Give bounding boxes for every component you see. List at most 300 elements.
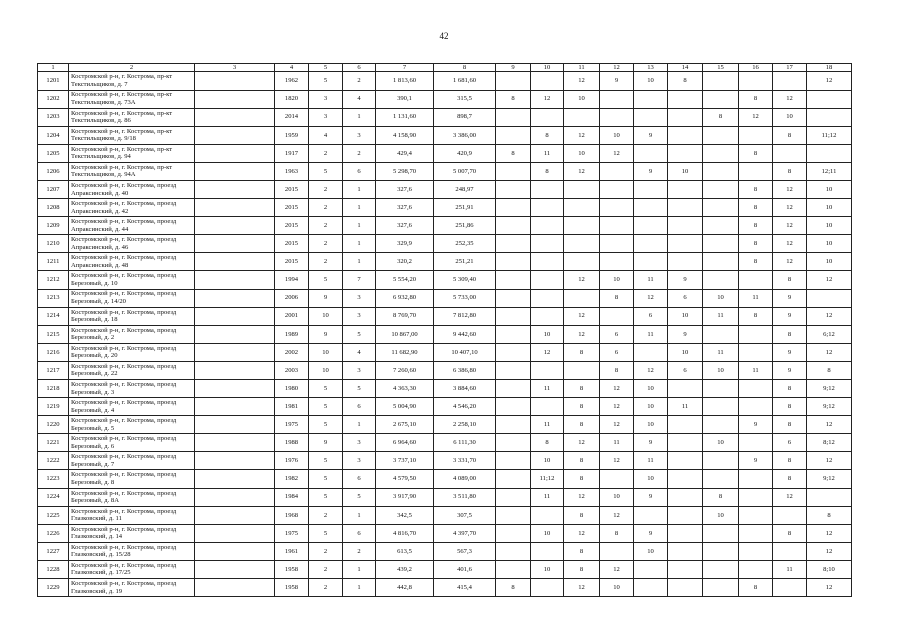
table-cell: 2: [343, 542, 376, 560]
table-cell: [531, 180, 564, 198]
table-cell: [496, 470, 531, 488]
table-cell: 3: [343, 307, 376, 325]
table-cell: 342,5: [376, 506, 434, 524]
table-cell: 1: [343, 506, 376, 524]
table-cell: 8: [531, 162, 564, 180]
table-cell: 10: [668, 343, 703, 361]
column-number-18: 18: [807, 64, 852, 72]
table-row: [38, 452, 852, 470]
table-cell: [807, 144, 852, 162]
table-cell: 2001: [275, 307, 309, 325]
table-cell: 9: [634, 126, 668, 144]
table-cell: 8: [739, 235, 773, 253]
table-cell: [668, 579, 703, 597]
table-cell: [668, 560, 703, 578]
table-cell: [668, 452, 703, 470]
table-cell: 12: [807, 524, 852, 542]
table-cell: [600, 108, 634, 126]
row-number-cell: 1220: [38, 416, 69, 434]
table-cell: 1962: [275, 72, 309, 90]
table-cell: 8: [531, 434, 564, 452]
table-cell: [703, 380, 739, 398]
table-cell: [703, 72, 739, 90]
column-number-row: [38, 64, 852, 72]
table-cell: [739, 271, 773, 289]
table-cell: [703, 398, 739, 416]
table-cell: 3: [343, 434, 376, 452]
table-row: [38, 235, 852, 253]
table-cell: [496, 271, 531, 289]
row-number-cell: 1222: [38, 452, 69, 470]
table-cell: 9: [773, 343, 807, 361]
table-cell: [531, 361, 564, 379]
table-cell: [600, 180, 634, 198]
table-cell: 9: [739, 416, 773, 434]
table-cell: 12: [739, 108, 773, 126]
table-cell: 8: [773, 470, 807, 488]
table-row: [38, 470, 852, 488]
table-cell: 12: [773, 90, 807, 108]
table-cell: [564, 235, 600, 253]
table-cell: 1917: [275, 144, 309, 162]
table-cell: 1988: [275, 434, 309, 452]
table-cell: 8: [739, 579, 773, 597]
table-cell: 12: [600, 380, 634, 398]
table-cell: 6: [600, 325, 634, 343]
table-cell: 12: [564, 579, 600, 597]
table-cell: [564, 217, 600, 235]
table-cell: [496, 560, 531, 578]
column-number-9: 9: [496, 64, 531, 72]
table-cell: [496, 416, 531, 434]
table-cell: [703, 524, 739, 542]
table-cell: 12: [807, 416, 852, 434]
table-cell: 6: [600, 343, 634, 361]
table-cell: [531, 579, 564, 597]
table-cell: 8: [773, 271, 807, 289]
table-cell: 9: [668, 271, 703, 289]
table-cell: 5: [343, 380, 376, 398]
table-cell: 8: [564, 542, 600, 560]
table-cell: 12: [564, 488, 600, 506]
table-cell: 9: [309, 289, 343, 307]
table-cell: 8: [668, 72, 703, 90]
table-cell: 1: [343, 199, 376, 217]
table-cell: 1 681,60: [434, 72, 496, 90]
address-cell: Костромской р-н, г. Кострома, проезд Березовый, д. 7: [69, 452, 195, 470]
table-cell: 10: [703, 361, 739, 379]
table-cell: 1 813,60: [376, 72, 434, 90]
table-cell: 5: [309, 416, 343, 434]
table-cell: [496, 289, 531, 307]
table-cell: [634, 144, 668, 162]
row-number-cell: 1209: [38, 217, 69, 235]
table-cell: [531, 307, 564, 325]
table-cell: 2 675,10: [376, 416, 434, 434]
address-cell: Костромской р-н, г. Кострома, проезд Апраксинский, д. 46: [69, 235, 195, 253]
address-cell: Костромской р-н, г. Кострома, проезд Березовый, д. 18: [69, 307, 195, 325]
row-number-cell: 1202: [38, 90, 69, 108]
table-cell: [773, 72, 807, 90]
table-cell: 390,1: [376, 90, 434, 108]
table-row: [38, 361, 852, 379]
table-cell: 12: [807, 271, 852, 289]
table-cell: 10: [531, 524, 564, 542]
table-cell: 10: [634, 380, 668, 398]
table-cell: [195, 579, 275, 597]
table-cell: 8: [773, 452, 807, 470]
table-cell: 3: [309, 108, 343, 126]
table-cell: 10: [807, 180, 852, 198]
table-cell: [739, 434, 773, 452]
table-cell: [531, 199, 564, 217]
table-cell: 4 363,30: [376, 380, 434, 398]
column-number-1: 1: [38, 64, 69, 72]
table-cell: 9: [773, 361, 807, 379]
table-cell: 12: [773, 180, 807, 198]
table-cell: [564, 289, 600, 307]
table-row: [38, 72, 852, 90]
table-cell: [496, 506, 531, 524]
table-cell: [703, 253, 739, 271]
table-cell: 8: [773, 126, 807, 144]
table-cell: [195, 180, 275, 198]
table-cell: 10: [703, 434, 739, 452]
table-cell: [739, 560, 773, 578]
table-cell: 6: [343, 162, 376, 180]
table-cell: 1: [343, 108, 376, 126]
table-cell: 2015: [275, 199, 309, 217]
table-cell: [668, 524, 703, 542]
column-number-15: 15: [703, 64, 739, 72]
table-cell: [739, 162, 773, 180]
table-cell: 10: [600, 271, 634, 289]
table-cell: 9: [634, 434, 668, 452]
table-cell: 4 579,50: [376, 470, 434, 488]
address-cell: Костромской р-н, г. Кострома, пр-кт Текстильщиков, д. 86: [69, 108, 195, 126]
table-cell: 12: [564, 271, 600, 289]
column-number-4: 4: [275, 64, 309, 72]
table-cell: 8: [564, 343, 600, 361]
table-cell: 11: [668, 398, 703, 416]
row-number-cell: 1229: [38, 579, 69, 597]
table-cell: 2: [343, 72, 376, 90]
table-cell: [668, 506, 703, 524]
table-cell: [195, 289, 275, 307]
table-cell: 12: [773, 235, 807, 253]
table-cell: [668, 144, 703, 162]
table-row: [38, 398, 852, 416]
table-cell: 11: [739, 289, 773, 307]
table-cell: [739, 126, 773, 144]
table-cell: 12: [773, 217, 807, 235]
table-cell: 8: [773, 524, 807, 542]
table-row: [38, 434, 852, 452]
table-row: [38, 162, 852, 180]
table-cell: 10: [309, 343, 343, 361]
table-cell: [668, 235, 703, 253]
table-cell: 11: [531, 416, 564, 434]
table-cell: 12: [564, 126, 600, 144]
column-number-17: 17: [773, 64, 807, 72]
table-cell: [496, 253, 531, 271]
table-cell: 429,4: [376, 144, 434, 162]
table-cell: 9: [634, 488, 668, 506]
row-number-cell: 1213: [38, 289, 69, 307]
table-cell: 251,91: [434, 199, 496, 217]
table-cell: [634, 235, 668, 253]
row-number-cell: 1206: [38, 162, 69, 180]
table-cell: 6 111,30: [434, 434, 496, 452]
table-cell: [703, 271, 739, 289]
table-cell: [703, 325, 739, 343]
table-cell: 5 733,00: [434, 289, 496, 307]
table-cell: 2: [309, 144, 343, 162]
table-cell: 4 546,20: [434, 398, 496, 416]
table-cell: [703, 542, 739, 560]
table-cell: 2: [309, 180, 343, 198]
table-cell: 1958: [275, 560, 309, 578]
table-cell: 9: [668, 325, 703, 343]
table-cell: 11: [703, 307, 739, 325]
table-cell: [195, 380, 275, 398]
table-cell: [564, 361, 600, 379]
row-number-cell: 1208: [38, 199, 69, 217]
address-cell: Костромской р-н, г. Кострома, проезд Апраксинский, д. 44: [69, 217, 195, 235]
table-cell: 8: [807, 506, 852, 524]
address-cell: Костромской р-н, г. Кострома, проезд Апраксинский, д. 48: [69, 253, 195, 271]
table-cell: 439,2: [376, 560, 434, 578]
table-cell: 12: [634, 361, 668, 379]
table-cell: [634, 579, 668, 597]
table-cell: [496, 180, 531, 198]
table-cell: [496, 199, 531, 217]
table-cell: [195, 361, 275, 379]
table-cell: 315,5: [434, 90, 496, 108]
table-cell: 11: [634, 452, 668, 470]
row-number-cell: 1221: [38, 434, 69, 452]
table-row: [38, 380, 852, 398]
table-cell: 10: [773, 108, 807, 126]
column-number-2: 2: [69, 64, 195, 72]
column-number-10: 10: [531, 64, 564, 72]
table-cell: [703, 416, 739, 434]
table-cell: 9;12: [807, 398, 852, 416]
table-cell: [496, 524, 531, 542]
table-cell: 8: [600, 361, 634, 379]
table-cell: 10: [600, 126, 634, 144]
table-cell: 7 260,60: [376, 361, 434, 379]
table-cell: 9: [634, 524, 668, 542]
address-cell: Костромской р-н, г. Кострома, пр-кт Текстильщиков, д. 94: [69, 144, 195, 162]
table-cell: 1975: [275, 416, 309, 434]
table-cell: 5 007,70: [434, 162, 496, 180]
table-cell: [668, 126, 703, 144]
table-cell: [703, 199, 739, 217]
table-cell: 10: [807, 199, 852, 217]
table-row: [38, 343, 852, 361]
address-cell: Костромской р-н, г. Кострома, пр-кт Текстильщиков, д. 94А: [69, 162, 195, 180]
table-cell: 5: [343, 325, 376, 343]
table-row: [38, 416, 852, 434]
table-cell: 3: [343, 361, 376, 379]
table-cell: 8: [496, 579, 531, 597]
table-cell: 8: [807, 361, 852, 379]
column-number-11: 11: [564, 64, 600, 72]
table-cell: [703, 579, 739, 597]
table-cell: 8: [703, 108, 739, 126]
table-cell: [531, 506, 564, 524]
table-cell: 3 884,60: [434, 380, 496, 398]
table-cell: 10: [668, 162, 703, 180]
table-cell: 2: [309, 199, 343, 217]
table-cell: 3 331,70: [434, 452, 496, 470]
table-cell: 8: [564, 398, 600, 416]
table-cell: 12: [564, 72, 600, 90]
table-cell: 10 407,10: [434, 343, 496, 361]
table-cell: [195, 524, 275, 542]
table-cell: 11: [600, 434, 634, 452]
table-cell: 11: [634, 325, 668, 343]
row-number-cell: 1210: [38, 235, 69, 253]
row-number-cell: 1201: [38, 72, 69, 90]
table-cell: 6: [668, 289, 703, 307]
table-cell: [703, 217, 739, 235]
table-cell: 4 089,00: [434, 470, 496, 488]
table-cell: 8: [600, 524, 634, 542]
table-cell: 11: [531, 488, 564, 506]
table-cell: 9: [634, 162, 668, 180]
table-cell: 10: [634, 72, 668, 90]
table-cell: 10: [634, 398, 668, 416]
table-cell: [703, 162, 739, 180]
column-number-12: 12: [600, 64, 634, 72]
table-cell: 9: [773, 289, 807, 307]
table-row: [38, 579, 852, 597]
table-cell: 8: [739, 144, 773, 162]
table-cell: 320,2: [376, 253, 434, 271]
table-cell: [564, 180, 600, 198]
table-cell: 11: [703, 343, 739, 361]
table-cell: 415,4: [434, 579, 496, 597]
table-cell: 10: [564, 90, 600, 108]
table-cell: 1: [343, 180, 376, 198]
table-row: [38, 180, 852, 198]
table-cell: 6: [343, 470, 376, 488]
table-cell: [195, 235, 275, 253]
table-cell: 6: [668, 361, 703, 379]
table-cell: 3 917,90: [376, 488, 434, 506]
table-row: [38, 217, 852, 235]
table-cell: 12: [600, 144, 634, 162]
table-cell: 10: [531, 560, 564, 578]
table-cell: 1 131,60: [376, 108, 434, 126]
table-cell: 5: [309, 72, 343, 90]
address-cell: Костромской р-н, г. Кострома, проезд Березовый, д. 10: [69, 271, 195, 289]
table-cell: [703, 470, 739, 488]
table-cell: [703, 180, 739, 198]
table-cell: 6: [634, 307, 668, 325]
table-cell: 2015: [275, 217, 309, 235]
table-cell: [496, 542, 531, 560]
table-cell: 8: [773, 325, 807, 343]
table-cell: [496, 108, 531, 126]
table-cell: [703, 452, 739, 470]
table-cell: 12: [634, 289, 668, 307]
row-number-cell: 1203: [38, 108, 69, 126]
table-cell: [600, 253, 634, 271]
table-cell: [195, 72, 275, 90]
table-cell: [195, 126, 275, 144]
table-cell: 12: [600, 506, 634, 524]
table-cell: [634, 560, 668, 578]
table-cell: 5: [309, 162, 343, 180]
table-cell: 8: [739, 307, 773, 325]
table-cell: 2015: [275, 180, 309, 198]
row-number-cell: 1218: [38, 380, 69, 398]
table-cell: [195, 416, 275, 434]
table-cell: 4: [343, 90, 376, 108]
table-cell: 12: [807, 72, 852, 90]
table-cell: 252,35: [434, 235, 496, 253]
table-cell: [195, 343, 275, 361]
table-cell: [703, 144, 739, 162]
row-number-cell: 1224: [38, 488, 69, 506]
table-cell: 7: [343, 271, 376, 289]
table-cell: 4: [309, 126, 343, 144]
table-cell: 8: [600, 289, 634, 307]
table-cell: 3: [343, 289, 376, 307]
table-cell: 1968: [275, 506, 309, 524]
address-cell: Костромской р-н, г. Кострома, проезд Березовый, д. 22: [69, 361, 195, 379]
table-cell: 9;12: [807, 470, 852, 488]
table-cell: 327,6: [376, 199, 434, 217]
table-cell: 420,9: [434, 144, 496, 162]
table-cell: 1982: [275, 470, 309, 488]
row-number-cell: 1214: [38, 307, 69, 325]
table-cell: 12: [600, 398, 634, 416]
table-row: [38, 108, 852, 126]
table-cell: 8 769,70: [376, 307, 434, 325]
table-cell: 12: [773, 253, 807, 271]
table-cell: 1: [343, 253, 376, 271]
table-cell: [739, 343, 773, 361]
table-cell: 8;12: [807, 434, 852, 452]
table-cell: 4 816,70: [376, 524, 434, 542]
table-cell: [739, 325, 773, 343]
table-cell: [531, 398, 564, 416]
table-cell: [496, 361, 531, 379]
address-cell: Костромской р-н, г. Кострома, проезд Глазковский, д. 19: [69, 579, 195, 597]
table-cell: [195, 217, 275, 235]
table-cell: 5: [309, 470, 343, 488]
table-cell: 6: [773, 434, 807, 452]
address-cell: Костромской р-н, г. Кострома, проезд Березовый, д. 20: [69, 343, 195, 361]
table-cell: 8: [739, 90, 773, 108]
table-cell: 8: [739, 253, 773, 271]
address-cell: Костромской р-н, г. Кострома, пр-кт Текстильщиков, д. 73А: [69, 90, 195, 108]
table-cell: 9;12: [807, 380, 852, 398]
table-cell: [668, 416, 703, 434]
table-row: [38, 90, 852, 108]
table-cell: [807, 90, 852, 108]
table-cell: 6: [343, 524, 376, 542]
row-number-cell: 1215: [38, 325, 69, 343]
table-cell: [496, 217, 531, 235]
table-cell: [531, 108, 564, 126]
address-cell: Костромской р-н, г. Кострома, пр-кт Текстильщиков, д. 9/18: [69, 126, 195, 144]
table-cell: [496, 235, 531, 253]
